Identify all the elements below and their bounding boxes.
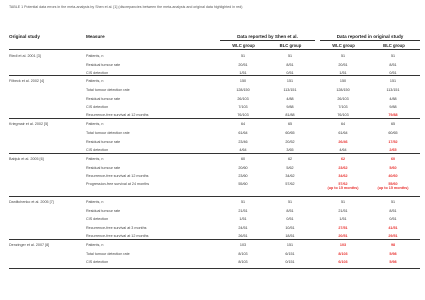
- shen-blc-value: 0/51: [286, 217, 294, 221]
- study-name: Daniltchenko et al. 2005 [7]: [9, 200, 54, 204]
- original-wlc-value: 103: [339, 243, 347, 247]
- shen-blc-value: 18/51: [285, 234, 295, 238]
- shen-blc-value: 60/65: [285, 131, 295, 135]
- study-name: Filbeck et al. 2002 [4]: [9, 79, 45, 83]
- original-blc-value: 5/98: [389, 260, 397, 264]
- shen-wlc-value: 103: [239, 243, 247, 247]
- header-measure: Measure: [86, 34, 105, 39]
- measure-label: Patients, n: [86, 157, 104, 161]
- shen-blc-value: 113/151: [283, 88, 297, 92]
- original-wlc-value: 61/64: [338, 131, 348, 135]
- original-wlc-value: 76/103: [337, 113, 349, 117]
- shen-blc-value: 8/51: [286, 209, 294, 213]
- original-wlc-value: 7/103: [338, 105, 348, 109]
- header-shen-group: Data reported by Shen et al.: [237, 34, 298, 39]
- measure-label: Progression-free survival at 24 months: [86, 182, 150, 186]
- shen-blc-value: 51: [287, 54, 293, 58]
- header-original-wlc: WLC group: [332, 43, 355, 48]
- original-wlc-value: 150: [339, 79, 347, 83]
- original-blc-value: 0/51: [389, 217, 397, 221]
- original-wlc-value: 6/103: [338, 260, 348, 264]
- measure-label: Total tumour detection rate: [86, 131, 130, 135]
- measure-label: Patients, n: [86, 200, 104, 204]
- study-name: Riedl et al. 2001 [3]: [9, 54, 41, 58]
- shen-wlc-value: 128/150: [236, 88, 250, 92]
- study-separator: [9, 153, 420, 154]
- original-wlc-value: 21/51: [338, 209, 348, 213]
- original-blc-value: 8/51: [389, 209, 397, 213]
- shen-wlc-value: 64: [240, 122, 246, 126]
- shen-blc-value: 8/51: [286, 63, 294, 67]
- measure-label: CIS detection: [86, 71, 109, 75]
- measure-label: Patients, n: [86, 54, 104, 58]
- shen-wlc-value: 7/103: [238, 105, 248, 109]
- measure-label: CIS detection: [86, 105, 109, 109]
- original-blc-value: 60/65: [388, 131, 398, 135]
- shen-wlc-value: 1/51: [239, 217, 247, 221]
- original-blc-value: 113/151: [386, 88, 400, 92]
- shen-wlc-value: 21/51: [238, 209, 248, 213]
- shen-blc-value: 0/151: [285, 260, 295, 264]
- original-blc-value: 17/52: [388, 140, 398, 144]
- measure-label: Residual tumour rate: [86, 63, 121, 67]
- header-original-group: Data reported in original study: [336, 34, 404, 39]
- original-blc-value: 0/51: [389, 71, 397, 75]
- shen-blc-value: 51: [287, 200, 293, 204]
- study-separator: [9, 196, 420, 197]
- shen-wlc-value: 60: [240, 157, 246, 161]
- shen-blc-value: 65: [287, 122, 293, 126]
- original-wlc-value: 51: [340, 54, 346, 58]
- measure-label: Recurrence-free survival at 12 months: [86, 174, 149, 178]
- original-wlc-value: 64: [340, 122, 346, 126]
- measure-label: Patients, n: [86, 122, 104, 126]
- measure-label: Total tumour detection rate: [86, 88, 130, 92]
- shen-wlc-value: 76/103: [237, 113, 249, 117]
- measure-label: Patients, n: [86, 243, 104, 247]
- shen-blc-value: 57/62: [285, 182, 295, 186]
- measure-label: Total tumour detection rate: [86, 252, 130, 256]
- shen-blc-value: 9/88: [286, 105, 294, 109]
- original-blc-value: 5/98: [389, 252, 397, 256]
- header-shen-wlc: WLC group: [232, 43, 255, 48]
- measure-label: Residual tumour rate: [86, 209, 121, 213]
- measure-label: CIS detection: [86, 148, 109, 152]
- measure-label: Recurrence-free survival at 12 months: [86, 234, 149, 238]
- study-name: Denzinger et al. 2007 [8]: [9, 243, 50, 247]
- original-blc-value: 51: [390, 200, 396, 204]
- study-separator: [9, 239, 420, 240]
- shen-wlc-value: 23/46: [238, 140, 248, 144]
- header-original-study: Original study: [9, 34, 40, 39]
- shen-wlc-value: 26/51: [238, 234, 248, 238]
- shen-blc-value: 5/62: [286, 166, 294, 170]
- shen-wlc-value: 4/64: [239, 148, 247, 152]
- shen-wlc-value: 150: [239, 79, 247, 83]
- original-wlc-value: 8/103: [338, 252, 348, 256]
- shen-blc-value: 151: [286, 79, 294, 83]
- shen-blc-value: 4/88: [286, 97, 294, 101]
- shen-wlc-value: 20/60: [238, 166, 248, 170]
- shen-blc-value: 62: [287, 157, 293, 161]
- shen-wlc-value: 55/60: [238, 182, 248, 186]
- original-wlc-value: 20/51: [338, 234, 348, 238]
- measure-label: CIS detection: [86, 217, 109, 221]
- shen-group-rule: [220, 40, 315, 41]
- original-blc-value: 41/51: [388, 226, 398, 230]
- study-separator: [9, 118, 420, 119]
- shen-wlc-value: 1/51: [239, 71, 247, 75]
- shen-wlc-value: 51: [240, 54, 246, 58]
- shen-wlc-value: 26/103: [237, 97, 249, 101]
- shen-wlc-value: 61/64: [238, 131, 248, 135]
- shen-wlc-value: 23/60: [238, 174, 248, 178]
- measure-label: Residual tumour rate: [86, 140, 121, 144]
- original-wlc-value: 57/62 (up to 15 months): [327, 182, 359, 190]
- shen-wlc-value: 8/103: [238, 260, 248, 264]
- original-wlc-value: 1/51: [339, 71, 347, 75]
- original-wlc-value: 20/51: [338, 63, 348, 67]
- shen-blc-value: 10/51: [285, 226, 295, 230]
- original-wlc-value: 34/62: [338, 174, 348, 178]
- shen-blc-value: 6/151: [285, 252, 295, 256]
- original-blc-value: 4/88: [389, 97, 397, 101]
- original-group-rule: [320, 40, 420, 41]
- original-wlc-value: 1/51: [339, 217, 347, 221]
- study-separator: [9, 75, 420, 76]
- header-shen-blc: BLC group: [279, 43, 302, 48]
- shen-blc-value: 34/62: [285, 174, 295, 178]
- study-name: Kriegmair et al. 2002 [5]: [9, 122, 49, 126]
- original-blc-value: 29/51: [388, 234, 398, 238]
- measure-label: Residual tumour rate: [86, 166, 121, 170]
- original-blc-value: 79/88: [388, 113, 398, 117]
- original-wlc-value: 4/64: [339, 148, 347, 152]
- study-name: Babjuk et al. 2005 [6]: [9, 157, 44, 161]
- original-wlc-value: 62: [340, 157, 346, 161]
- shen-wlc-value: 8/103: [238, 252, 248, 256]
- header-bottom-rule: [9, 49, 420, 50]
- original-blc-value: 40/60: [388, 174, 398, 178]
- original-blc-value: 5/60: [389, 166, 397, 170]
- table-bottom-rule: [9, 268, 420, 269]
- original-blc-value: 2/65: [389, 148, 397, 152]
- shen-blc-value: 20/52: [285, 140, 295, 144]
- header-original-blc: BLC group: [383, 43, 405, 48]
- original-blc-value: 60: [390, 157, 396, 161]
- original-wlc-value: 26/103: [337, 97, 349, 101]
- shen-blc-value: 0/51: [286, 71, 294, 75]
- shen-blc-value: 81/88: [285, 113, 295, 117]
- table-caption: TABLE 1 Potential data errors in the meta-analysis by Shen et al. [1] (discrepancies between the meta-analysis and original data highlighted in red): [9, 5, 243, 9]
- original-blc-value: 8/51: [389, 63, 397, 67]
- shen-wlc-value: 24/51: [238, 226, 248, 230]
- shen-blc-value: 3/65: [286, 148, 294, 152]
- measure-label: Residual tumour rate: [86, 97, 121, 101]
- original-blc-value: 98: [390, 243, 396, 247]
- original-blc-value: 51: [390, 54, 396, 58]
- shen-wlc-value: 20/51: [238, 63, 248, 67]
- original-wlc-value: 26/46: [338, 140, 348, 144]
- original-wlc-value: 23/62: [338, 166, 348, 170]
- measure-label: Recurrence-free survival at 3 months: [86, 226, 147, 230]
- shen-blc-value: 151: [286, 243, 294, 247]
- measure-label: Patients, n: [86, 79, 104, 83]
- original-wlc-value: 128/150: [336, 88, 350, 92]
- measure-label: CIS detection: [86, 260, 109, 264]
- original-blc-value: 65: [390, 122, 396, 126]
- original-wlc-value: 27/51: [338, 226, 348, 230]
- measure-label: Recurrence-free survival at 12 months: [86, 113, 149, 117]
- original-blc-value: 9/88: [389, 105, 397, 109]
- original-blc-value: 151: [389, 79, 397, 83]
- original-blc-value: 55/60 (up to 15 months): [377, 182, 409, 190]
- original-wlc-value: 51: [340, 200, 346, 204]
- shen-wlc-value: 51: [240, 200, 246, 204]
